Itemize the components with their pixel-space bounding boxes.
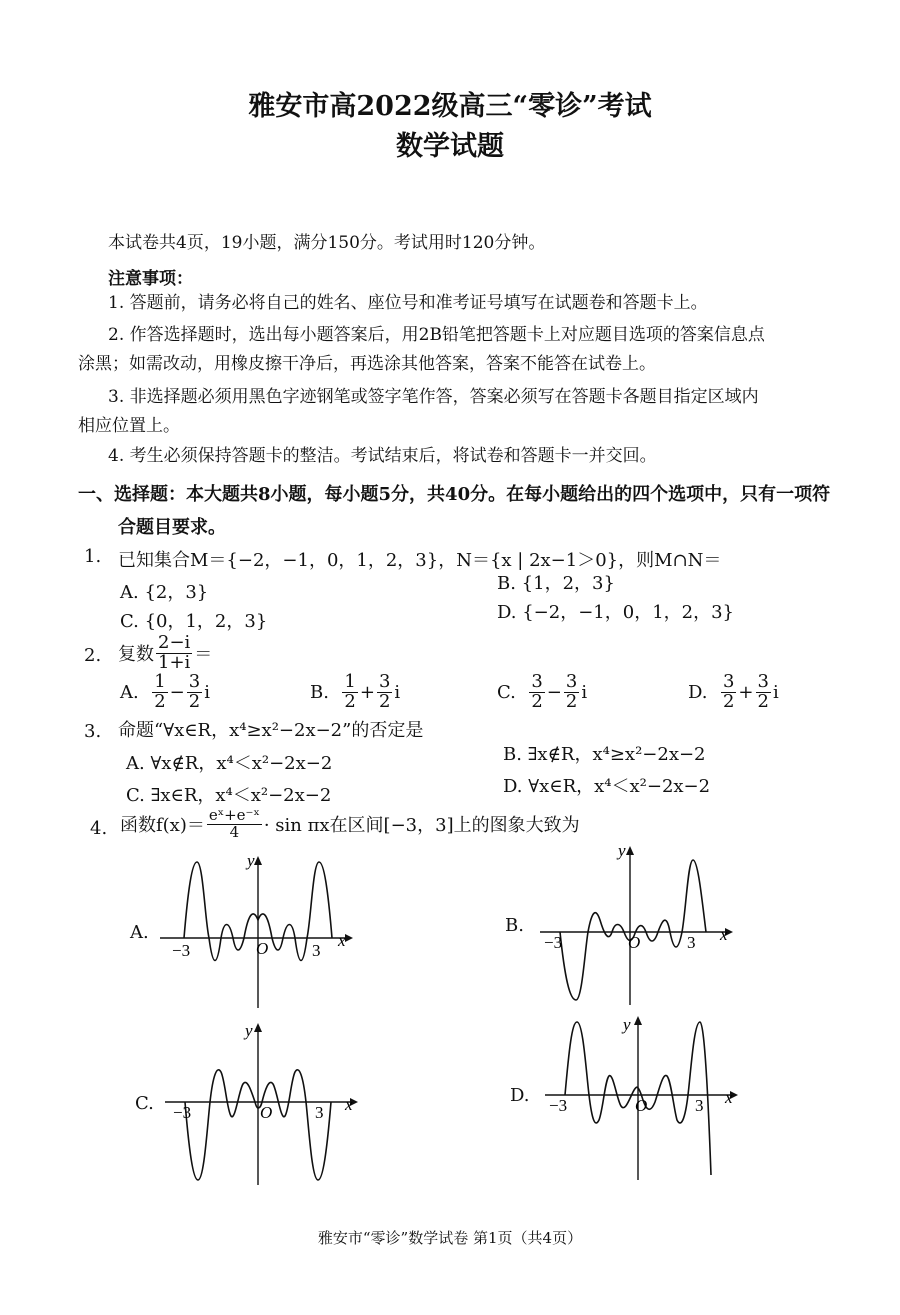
fraction-num: 3: [722, 671, 735, 692]
imaginary-unit: i: [772, 681, 779, 703]
q4-stem: [120, 808, 580, 841]
note-item: 2. 作答选择题时，选出每小题答案后，用2B铅笔把答题卡上对应题目选项的答案信息点: [108, 325, 765, 345]
q1-option-c: C. {0，1，2，3}: [120, 611, 268, 632]
tick-label-right: 3: [312, 941, 321, 960]
imaginary-unit: i: [394, 681, 401, 703]
option-label: B.: [310, 681, 329, 703]
q4-number: 4.: [90, 818, 108, 839]
tick-label-left: −3: [544, 933, 563, 952]
q2-fraction: [156, 634, 192, 673]
graph-a: [160, 850, 360, 1010]
intro-text: 本试卷共4页，19小题，满分150分。考试用时120分钟。: [108, 233, 546, 253]
y-label: y: [245, 1021, 253, 1040]
fraction-den: 2: [154, 690, 166, 712]
origin-label: O: [256, 939, 269, 958]
q2-equals: ＝: [194, 644, 213, 666]
fraction-den: 2: [757, 690, 769, 712]
note-item: 4. 考生必须保持答题卡的整洁。考试结束后，将试卷和答题卡一并交回。: [108, 446, 657, 466]
y-label: y: [247, 851, 255, 870]
q3-number: 3.: [84, 721, 102, 742]
graph-c: [165, 1020, 365, 1190]
q4-fraction-den: 4: [229, 822, 240, 841]
exam-title: 雅安市高2022级高三“零诊”考试: [248, 91, 652, 122]
q1-option-a: A. {2，3}: [120, 582, 209, 603]
tick-label-left: −3: [172, 941, 191, 960]
fraction: [529, 673, 544, 712]
graph-d: [545, 1010, 745, 1185]
x-label: x: [725, 1088, 733, 1107]
q1-option-b: B. {1，2，3}: [497, 573, 615, 594]
q3-option-b: B. ∃x∉R，x⁴≥x²−2x−2: [503, 744, 706, 765]
operator: −: [169, 681, 185, 703]
x-arrow-icon: [345, 934, 353, 942]
fraction: [756, 673, 771, 712]
fraction: [377, 673, 392, 712]
fraction: [152, 673, 167, 712]
q3-option-c: C. ∃x∈R，x⁴＜x²−2x−2: [126, 785, 332, 806]
q4-fraction: [207, 808, 262, 841]
note-item: 涂黑；如需改动，用橡皮擦干净后，再选涂其他答案，答案不能答在试卷上。: [78, 354, 656, 374]
y-arrow-icon: [254, 1023, 262, 1032]
graph-a-label: A.: [130, 922, 149, 943]
q2-fraction-den: 1+i: [158, 651, 191, 673]
q2-number: 2.: [84, 645, 102, 666]
q4-fraction-num: eˣ+e⁻ˣ: [208, 806, 260, 824]
y-arrow-icon: [254, 856, 262, 865]
y-label: y: [623, 1015, 631, 1034]
origin-label: O: [260, 1103, 273, 1122]
operator: +: [359, 681, 375, 703]
q3-option-a: A. ∀x∉R，x⁴＜x²−2x−2: [126, 753, 333, 774]
x-label: x: [338, 931, 346, 950]
tick-label-left: −3: [173, 1103, 192, 1122]
fraction-num: 1: [344, 671, 356, 692]
graph-b-label: B.: [505, 915, 524, 936]
y-arrow-icon: [626, 846, 634, 855]
q1-number: 1.: [84, 546, 102, 567]
fraction-num: 1: [154, 671, 166, 692]
q4-stem-end: · sin πx在区间[−3，3]上的图象大致为: [263, 815, 580, 837]
exam-subtitle: 数学试题: [396, 131, 504, 162]
y-arrow-icon: [634, 1016, 642, 1025]
fraction-den: 2: [565, 690, 578, 712]
note-item: 相应位置上。: [78, 416, 180, 436]
fraction-num: 3: [565, 671, 578, 692]
fraction-den: 2: [344, 690, 356, 712]
option-label: C.: [497, 681, 516, 703]
page-footer: 雅安市“零诊”数学试卷 第1页（共4页）: [317, 1229, 583, 1247]
q2-option-a: [120, 673, 210, 712]
q2-option-c: [497, 673, 587, 712]
fraction-num: 3: [531, 671, 543, 692]
q3-stem: 命题“∀x∈R，x⁴≥x²−2x−2”的否定是: [118, 720, 424, 741]
graph-curve: [560, 860, 706, 1000]
fraction: [342, 673, 357, 712]
graph-c-label: C.: [135, 1093, 154, 1114]
operator: +: [738, 681, 754, 703]
option-label: A.: [120, 681, 139, 703]
fraction-num: 3: [188, 671, 201, 692]
q2-option-d: [688, 673, 779, 712]
fraction-num: 3: [378, 671, 391, 692]
x-label: x: [345, 1095, 353, 1114]
section-heading-cont: 合题目要求。: [118, 517, 226, 538]
tick-label-right: 3: [315, 1103, 324, 1122]
tick-label-left: −3: [549, 1096, 568, 1115]
fraction: [564, 673, 579, 712]
note-item: 3. 非选择题必须用黑色字迹钢笔或签字笔作答，答案必须写在答题卡各题目指定区域内: [108, 387, 759, 407]
notes-heading: 注意事项：: [108, 269, 193, 289]
y-label: y: [618, 841, 626, 860]
q4-stem-start: 函数f(x)＝: [120, 815, 205, 837]
graph-d-label: D.: [510, 1085, 530, 1106]
imaginary-unit: i: [204, 681, 210, 703]
fraction-den: 2: [531, 690, 543, 712]
fraction-den: 2: [378, 690, 391, 712]
fraction: [721, 673, 736, 712]
graph-b: [540, 840, 740, 1010]
q1-stem: 已知集合M＝{−2，−1，0，1，2，3}，N＝{x | 2x−1＞0}，则M∩N＝: [118, 550, 722, 571]
fraction: [187, 673, 202, 712]
fraction-den: 2: [722, 690, 735, 712]
tick-label-right: 3: [687, 933, 696, 952]
note-item: 1. 答题前，请务必将自己的姓名、座位号和准考证号填写在试题卷和答题卡上。: [108, 293, 708, 313]
q2-option-b: [310, 673, 400, 712]
q2-stem: [118, 634, 212, 673]
tick-label-right: 3: [695, 1096, 704, 1115]
origin-label: O: [628, 933, 641, 952]
fraction-den: 2: [188, 690, 201, 712]
origin-label: O: [635, 1096, 648, 1115]
q1-option-d: D. {−2，−1，0，1，2，3}: [497, 602, 735, 623]
operator: −: [546, 681, 562, 703]
q3-option-d: D. ∀x∈R，x⁴＜x²−2x−2: [503, 776, 711, 797]
imaginary-unit: i: [581, 681, 588, 703]
q2-stem-text: 复数: [118, 644, 154, 666]
q2-fraction-num: 2−i: [158, 632, 191, 653]
option-label: D.: [688, 681, 708, 703]
section-heading: 一、选择题：本大题共8小题，每小题5分，共40分。在每小题给出的四个选项中，只有一项符: [78, 484, 831, 505]
x-label: x: [720, 925, 728, 944]
fraction-num: 3: [757, 671, 769, 692]
